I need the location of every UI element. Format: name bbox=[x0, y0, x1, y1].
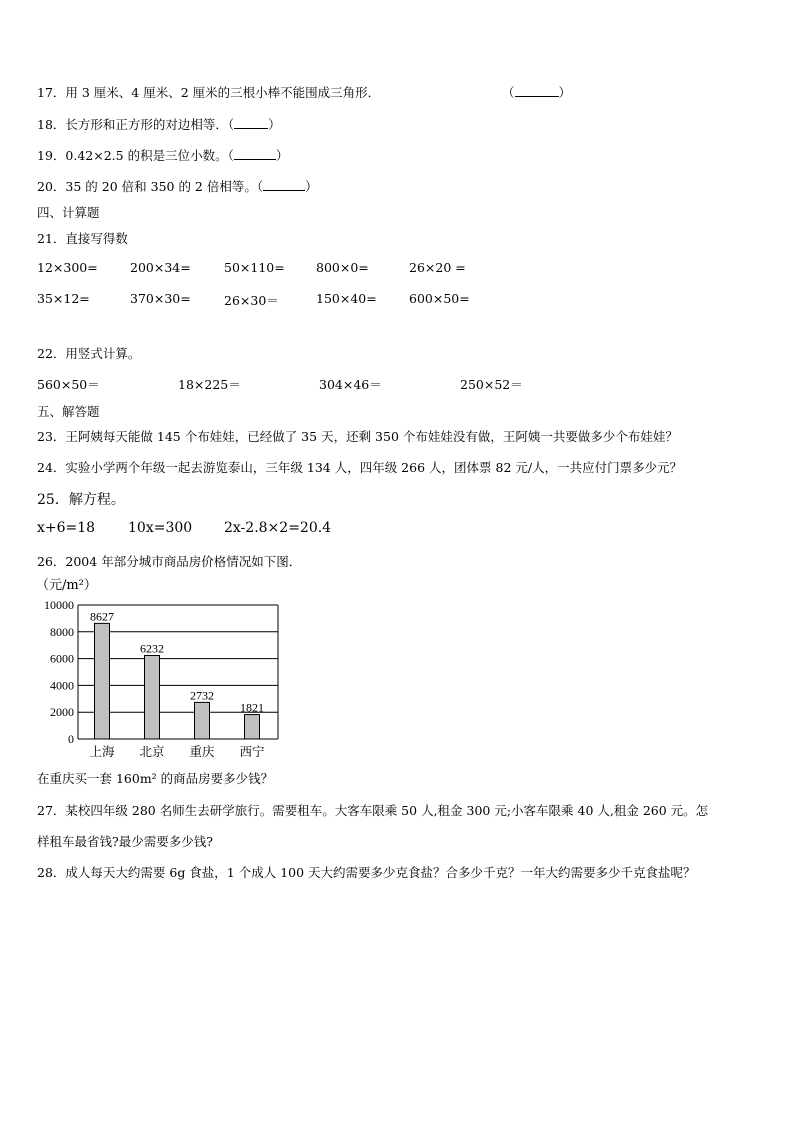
chart-category-label: 上海 bbox=[89, 744, 115, 759]
question-24: 24．实验小学两个年级一起去游览泰山，三年级 134 人，四年级 266 人，团体票 82 元/人，一共应付门票多少元？ bbox=[37, 460, 683, 475]
question-19: 19．0.42×2.5 的积是三位小数。（ ） bbox=[37, 148, 289, 163]
chart-bar bbox=[195, 702, 210, 739]
chart-ytick-label: 0 bbox=[68, 732, 74, 746]
question-28: 28．成人每天大约需要 6g 食盐，1 个成人 100 天大约需要多少克食盐？合多少千克？一年大约需要多少千克食盐呢？ bbox=[37, 865, 696, 880]
equation: x+6=18 bbox=[37, 520, 96, 536]
chart-bar bbox=[95, 623, 110, 739]
question-26: 26．2004 年部分城市商品房价格情况如下图． bbox=[37, 554, 302, 569]
chart-ytick-label: 10000 bbox=[44, 598, 74, 612]
answer-blank[interactable] bbox=[234, 149, 276, 160]
answer-blank[interactable] bbox=[515, 86, 559, 97]
chart-category-label: 重庆 bbox=[189, 744, 215, 759]
calc-item: 26×30＝ bbox=[224, 293, 279, 308]
chart-data-label: 2732 bbox=[190, 688, 214, 703]
calc-item: 26×20 = bbox=[409, 260, 466, 275]
chart-category-label: 北京 bbox=[139, 744, 165, 759]
question-17 bbox=[37, 83, 380, 101]
question-22: 22．用竖式计算。 bbox=[37, 346, 141, 361]
calc-item: 12×300= bbox=[37, 260, 98, 275]
question-17-answer: （ ） bbox=[502, 85, 572, 100]
question-27-line1: 27．某校四年级 280 名师生去研学旅行。需要租车。大客车限乘 50 人,租金 300 元;小客车限乘 40 人,租金 260 元。怎 bbox=[37, 803, 709, 818]
equation: 2x-2.8×2=20.4 bbox=[224, 520, 332, 536]
chart-data-label: 1821 bbox=[240, 700, 264, 715]
chart-ytick-label: 8000 bbox=[50, 624, 74, 639]
chart-data-label: 6232 bbox=[140, 641, 164, 656]
vertical-calc-item: 560×50＝ bbox=[37, 377, 100, 392]
chart-bar bbox=[245, 715, 260, 739]
chart-ytick-label: 4000 bbox=[50, 678, 74, 693]
question-23: 23．王阿姨每天能做 145 个布娃娃，已经做了 35 天，还剩 350 个布娃娃没有做，王阿姨一共要做多少个布娃娃？ bbox=[37, 429, 678, 444]
price-bar-chart bbox=[30, 573, 290, 765]
chart-bar bbox=[145, 655, 160, 739]
section-heading-answers: 五、解答题 bbox=[37, 404, 100, 419]
question-27-line2: 样租车最省钱?最少需要多少钱? bbox=[37, 834, 213, 849]
question-25: 25．解方程。 bbox=[37, 492, 125, 508]
vertical-calc-item: 18×225＝ bbox=[178, 377, 241, 392]
calc-item: 50×110= bbox=[224, 260, 285, 275]
answer-blank[interactable] bbox=[234, 118, 268, 129]
calc-item: 35×12= bbox=[37, 291, 90, 306]
chart-data-label: 8627 bbox=[90, 609, 114, 624]
section-heading-calculation: 四、计算题 bbox=[37, 205, 100, 220]
calc-item: 150×40= bbox=[316, 291, 377, 306]
equation: 10x=300 bbox=[128, 520, 193, 536]
calc-item: 370×30= bbox=[130, 291, 191, 306]
chart-ytick-label: 2000 bbox=[50, 705, 74, 720]
calc-item: 800×0= bbox=[316, 260, 369, 275]
question-21: 21．直接写得数 bbox=[37, 231, 128, 246]
calc-item: 200×34= bbox=[130, 260, 191, 275]
chart-category-label: 西宁 bbox=[239, 744, 265, 759]
chart-ylabel: （元/m²） bbox=[36, 578, 97, 593]
answer-blank[interactable] bbox=[263, 180, 305, 191]
question-18: 18．长方形和正方形的对边相等．（ ） bbox=[37, 117, 281, 132]
vertical-calc-item: 304×46＝ bbox=[319, 377, 382, 392]
question-20: 20．35 的 20 倍和 350 的 2 倍相等。（ ） bbox=[37, 179, 318, 194]
vertical-calc-item: 250×52＝ bbox=[460, 377, 523, 392]
calc-item: 600×50= bbox=[409, 291, 470, 306]
question-26-prompt: 在重庆买一套 160m² 的商品房要多少钱？ bbox=[37, 771, 274, 786]
chart-ytick-label: 6000 bbox=[50, 651, 74, 666]
question-17-text: 17．用 3 厘米、4 厘米、2 厘米的三根小棒不能围成三角形． bbox=[37, 85, 381, 100]
